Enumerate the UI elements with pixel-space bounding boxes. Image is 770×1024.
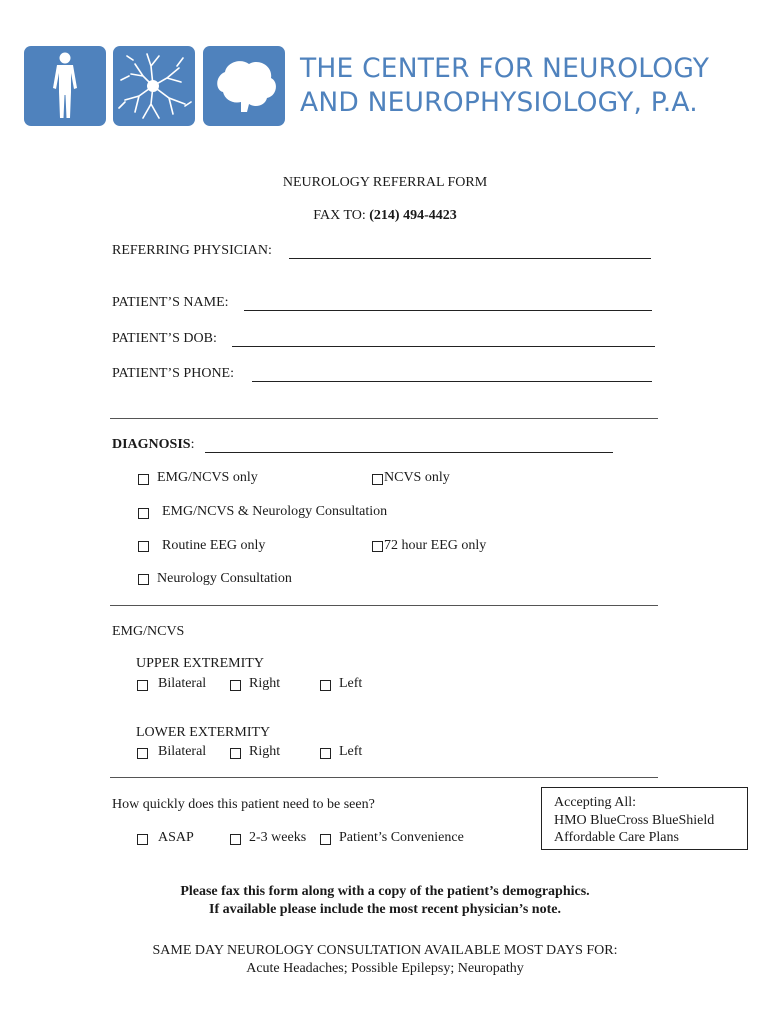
patient-dob-field[interactable] <box>232 332 655 347</box>
patient-phone-field[interactable] <box>252 367 652 382</box>
convenience-checkbox[interactable] <box>320 834 331 845</box>
emg-ncvs-only-checkbox[interactable] <box>138 474 149 485</box>
ncvs-only-label: NCVS only <box>384 470 450 485</box>
diagnosis-label: DIAGNOSIS <box>112 437 191 452</box>
referring-physician-label: REFERRING PHYSICIAN: <box>112 243 272 258</box>
lower-extremity-label: LOWER EXTERMITY <box>136 725 271 740</box>
upper-left-checkbox[interactable] <box>320 680 331 691</box>
diagnosis-label-line <box>112 437 194 453</box>
neuro-consult-label: Neurology Consultation <box>157 571 292 586</box>
eeg-72-checkbox[interactable] <box>372 541 383 552</box>
lower-left-checkbox[interactable] <box>320 748 331 759</box>
emg-section-label: EMG/NCVS <box>112 624 185 639</box>
logo-brain-icon <box>203 46 285 126</box>
weeks-checkbox[interactable] <box>230 834 241 845</box>
patient-dob-label: PATIENT’S DOB: <box>112 331 217 346</box>
weeks-label: 2-3 weeks <box>249 830 307 845</box>
patient-phone-label: PATIENT’S PHONE: <box>112 366 234 381</box>
lower-bilateral-checkbox[interactable] <box>137 748 148 759</box>
diagnosis-colon: : <box>190 437 195 452</box>
upper-extremity-label: UPPER EXTREMITY <box>136 656 264 671</box>
routine-eeg-checkbox[interactable] <box>138 541 149 552</box>
form-title: NEUROLOGY REFERRAL FORM <box>282 175 488 190</box>
upper-bilateral-checkbox[interactable] <box>137 680 148 691</box>
fax-number: (214) 494-4423 <box>369 208 457 223</box>
asap-label: ASAP <box>158 830 194 845</box>
patient-name-label: PATIENT’S NAME: <box>112 295 229 310</box>
fax-line <box>0 208 770 224</box>
fax-label: FAX TO: <box>313 208 370 223</box>
eeg-72-label: 72 hour EEG only <box>384 538 487 553</box>
lower-bilateral-label: Bilateral <box>158 744 207 759</box>
same-day-consult-heading: SAME DAY NEUROLOGY CONSULTATION AVAILABLE MOST DAYS FOR: <box>152 943 618 958</box>
logo-human-figure-icon <box>24 46 106 126</box>
upper-left-label: Left <box>339 676 363 691</box>
upper-right-label: Right <box>249 676 281 691</box>
divider <box>110 605 658 606</box>
logo-title-line1: THE CENTER FOR NEUROLOGY <box>300 53 710 84</box>
divider <box>110 777 658 778</box>
accepting-plans-box <box>541 787 748 850</box>
upper-right-checkbox[interactable] <box>230 680 241 691</box>
convenience-label: Patient’s Convenience <box>339 830 464 845</box>
logo-title-line2: AND NEUROPHYSIOLOGY, P.A. <box>300 87 698 118</box>
routine-eeg-label: Routine EEG only <box>162 538 266 553</box>
neuro-consult-checkbox[interactable] <box>138 574 149 585</box>
ncvs-only-checkbox[interactable] <box>372 474 383 485</box>
fax-instructions-note: Please fax this form along with a copy of the patient’s demographics. <box>180 884 590 899</box>
lower-left-label: Left <box>339 744 363 759</box>
divider <box>110 418 658 419</box>
emg-ncvs-consult-checkbox[interactable] <box>138 508 149 519</box>
accepting-line3: Affordable Care Plans <box>554 830 679 845</box>
emg-ncvs-only-label: EMG/NCVS only <box>157 470 258 485</box>
urgency-question: How quickly does this patient need to be seen? <box>112 797 375 812</box>
lower-right-label: Right <box>249 744 281 759</box>
logo-neuron-icon <box>113 46 195 126</box>
upper-bilateral-label: Bilateral <box>158 676 207 691</box>
conditions-list: Acute Headaches; Possible Epilepsy; Neuropathy <box>246 961 524 976</box>
lower-right-checkbox[interactable] <box>230 748 241 759</box>
accepting-line2: HMO BlueCross BlueShield <box>554 812 715 828</box>
asap-checkbox[interactable] <box>137 834 148 845</box>
referring-physician-field[interactable] <box>289 244 651 259</box>
physician-note-instructions: If available please include the most recent physician’s note. <box>209 902 561 917</box>
accepting-line1: Accepting All: <box>554 795 637 810</box>
emg-ncvs-consult-label: EMG/NCVS & Neurology Consultation <box>162 504 388 519</box>
patient-name-field[interactable] <box>244 296 652 311</box>
diagnosis-field[interactable] <box>205 438 613 453</box>
